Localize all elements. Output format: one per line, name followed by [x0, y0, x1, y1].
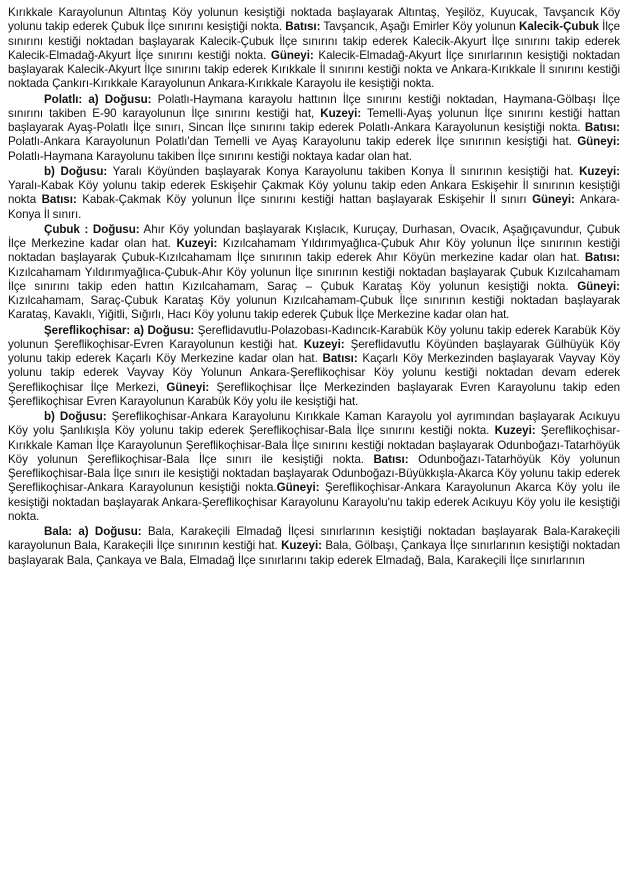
bold-label: Kuzeyi:: [176, 237, 218, 250]
text-run: Şereflidavutlu-Polazobası-Kadıncık-Karabük Köy yolunu takip ederek Karabük Köy yolunun Şereflikoçhisar-Evren Karayolunun kestiği hat.: [8, 323, 621, 351]
text-run: İlçe sınırını kestiği noktadan başlayarak Kalecik-Çubuk İlçe sınırını takip ederek Kalecik-Akyurt İlçe sınırını takip ederek Kalecik-Elmadağ-Akyurt İlçe sınırını kestiği nokta.: [8, 20, 620, 62]
text-run: Bala, Karakeçili Elmadağ İlçesi sınırlarının kesiştiği noktadan başlayarak Bala-Karakeçili karayolunun Bala, Karakeçili İlçe sınırının kestiği hat.: [8, 525, 620, 553]
text-run: Kalecik-Elmadağ-Akyurt İlçe sınırlarının kesiştiği noktadan başlayarak Kalecik-Akyurt İlçe sınırını takip ederek Kırıkkale İl sınırını kestiği nokta ve Ankara-Kırıkkale İl sınırını kestiği noktada Çankırı-Kırıkkale Karayolunun Ankara-Kırıkkale Karayolu ile kesiştiği nokta.: [8, 48, 620, 91]
text-run: Polatlı-Haymana Karayolunu takiben İlçe sınırını kestiği noktaya kadar olan hat.: [8, 149, 412, 163]
bold-label: Güneyi:: [577, 135, 620, 149]
bold-label: b) Doğusu:: [44, 410, 107, 423]
bold-label: Güneyi:: [276, 481, 320, 495]
text-run: Ahır Köy yolundan başlayarak Kışlacık, Kuruçay, Durhasan, Ovacık, Aşağıçavundur, Çubuk İlçe Merkezine kadar olan hat.: [8, 222, 620, 250]
bold-label: Batısı:: [584, 251, 620, 265]
text-run: Kırıkkale Karayolunun Altıntaş Köy yolunun kesiştiği noktada başlayarak Altıntaş, Yeşilöz, Kuyucak, Tavşancık Köy yolunu takip ederek Çubuk İlçe sınırını kesiştiği nokta.: [8, 6, 620, 34]
bold-label: Batısı:: [373, 452, 409, 466]
bold-label: Kalecik-Çubuk: [519, 20, 599, 34]
document-body: [8, 6, 620, 568]
bold-label: Güneyi:: [166, 380, 210, 394]
paragraph-6-sereflikochisar-b: [8, 410, 620, 524]
paragraph-7-bala-a: [8, 525, 620, 568]
bold-label: Güneyi:: [577, 279, 620, 293]
text-run: Temelli-Ayaş yolunun İlçe sınırını kestiği hattan başlayarak Ayaş-Polatlı İlçe sınırı, Sincan İlçe sınırını takip ederek Polatlı-Ankara Karayolunun kesiştiği nokta.: [8, 106, 620, 134]
bold-label: Batısı:: [584, 121, 620, 134]
bold-label: Batısı:: [41, 193, 77, 207]
bold-label: Kuzeyi:: [494, 424, 536, 438]
text-run: Odunboğazı-Tatarhöyük Köy yolunun Şereflikoçhisar-Bala İlçe sınırı ile kesiştiği noktadan başlayarak Odunboğazı-Büyükkışla-Akarca Köy yolunu takip ederek Şereflikoçhisar-Ankara Karayolunun kesiştiği nokta.: [8, 452, 620, 495]
text-run: Yaralı Köyünden başlayarak Konya Karayolunu takiben Konya İl sınırının kesiştiği hat.: [107, 164, 580, 178]
text-run: Bala, Gölbaşı, Çankaya İlçe sınırlarının kesiştiği noktadan başlayarak Bala, Çankaya ve Bala, Elmadağ İlçe sınırlarını takip ederek Elmadağ, Bala, Karakeçili İlçe sınırlarının: [8, 539, 620, 567]
text-run: Şereflikoçhisar İlçe Merkezinden başlayarak Evren Karayolunu takip eden Şereflikoçhisar Evren Karayolunun Karabük Köy yolu ile kesiştiği hat.: [8, 380, 620, 408]
text-run: Şereflikoçhisar-Ankara Karayolunu Kırıkkale Kaman Karayolu yol ayrımından başlayarak Acıkuyu Köy yolu Şanlıkışla Köy yolunu takip ederek Şereflikoçhisar-Bala İlçe sınırını kestiği nokta.: [8, 410, 620, 438]
bold-label: Kuzeyi:: [320, 106, 362, 120]
bold-label: Şereflikoçhisar: a) Doğusu:: [44, 323, 195, 337]
paragraph-4-cubuk: [8, 223, 620, 323]
paragraph-3-polatli-b: [8, 165, 620, 222]
text-run: Polatlı-Ankara Karayolunun Polatlı'dan Temelli ve Ayaş Karayolunu takip ederek İlçe sınırının kesiştiği hat.: [8, 135, 578, 149]
bold-label: Kuzeyi:: [281, 539, 322, 553]
paragraph-1: [8, 6, 620, 92]
text-run: Şereflikoçhisar-Ankara Karayolunun Akarca Köy yolu ile kesiştiği noktadan başlayarak Ankara-Şereflikoçhisar Karayolunu Karayolu'nu takip ederek Acıkuyu Köy yolu ile kesiştiği nokta.: [8, 481, 620, 523]
bold-label: Çubuk : Doğusu:: [44, 222, 140, 236]
bold-label: Güneyi:: [532, 193, 575, 207]
text-run: Şereflidavutlu Köyünden başlayarak Gülhüyük Köy yolunu takip ederek Kaçarlı Köy Merkezine kadar olan hat.: [8, 337, 620, 365]
bold-label: Batısı:: [322, 352, 358, 365]
bold-label: Güneyi:: [270, 48, 314, 62]
bold-label: b) Doğusu:: [44, 164, 108, 178]
bold-label: Bala: a) Doğusu:: [44, 525, 142, 538]
text-run: Yaralı-Kabak Köy yolunu takip ederek Eskişehir Çakmak Köy yolunu takip eden Ankara Eskişehir İl sınırının kesiştiği nokta: [8, 179, 620, 207]
text-run: Kaçarlı Köy Merkezinden başlayarak Vayvay Köy yolunu takip ederek Vayvay Köy Yolunun Ankara-Şereflikoçhisar Köy yolunu kestiği noktadan devam ederek Şereflikoçhisar İlçe Merkezi,: [8, 352, 621, 394]
text-run: Kabak-Çakmak Köy yolunun İlçe sınırını kestiği hattan başlayarak Eskişehir İl sınırı: [76, 193, 533, 207]
text-run: Kızılcahamam Yıldırımyağlıca-Çubuk Ahır Köy yolunun İlçe sınırının kestiği noktadan başlayarak Çubuk-Kızılcahamam İlçe sınırının takip ederek Ahır Köyün merkezine kadar olan hat.: [8, 237, 620, 265]
paragraph-2-polatli-a: [8, 93, 620, 164]
text-run: Şereflikoçhisar-Kırıkkale Kaman İlçe Karayolunun Şereflikoçhisar-Bala İlçe sınırını kestiği noktadan başlayarak Odunboğazı-Tatarhöyük Köy yolunun Şereflikoçhisar-Bala İlçe sınırı ile kesiştiği nokta.: [8, 424, 621, 466]
bold-label: Batısı:: [285, 20, 321, 34]
paragraph-5-sereflikochisar-a: [8, 324, 620, 410]
text-run: Kızılcahamam, Saraç-Çubuk Karataş Köy yolunun Kızılcahamam-Çubuk İlçe sınırının kestiği noktadan başlayarak Karataş, Kavaklı, Yiğitli, Sığırlı, Hacı Köy yolunu takip ederek Çubuk İlçe Merkezine kadar olan hat.: [8, 294, 620, 322]
text-run: Kızılcahamam Yıldırımyağlıca-Çubuk-Ahır Köy yolunun İlçe sınırının kestiği noktadan başlayarak Çubuk Kızılcahamam İlçe sınırını takip eden hattın Kızılcahamam, Saraç – Çubuk Karataş Köy yolunun kesiştiği nokta.: [8, 265, 620, 293]
text-run: Tavşancık, Aşağı Emirler Köy yolunun: [320, 20, 520, 34]
text-run: Polatlı-Haymana karayolu hattının İlçe sınırını kestiği noktadan, Haymana-Gölbaşı İlçe sınırını takiben E-90 karayolunun İlçe sınırını kestiği hat,: [8, 92, 620, 120]
bold-label: Kuzeyi:: [579, 164, 620, 178]
bold-label: Polatlı: a) Doğusu:: [44, 92, 152, 106]
bold-label: Kuzeyi:: [303, 337, 345, 351]
text-run: Ankara-Konya İl sınırı.: [8, 193, 620, 221]
